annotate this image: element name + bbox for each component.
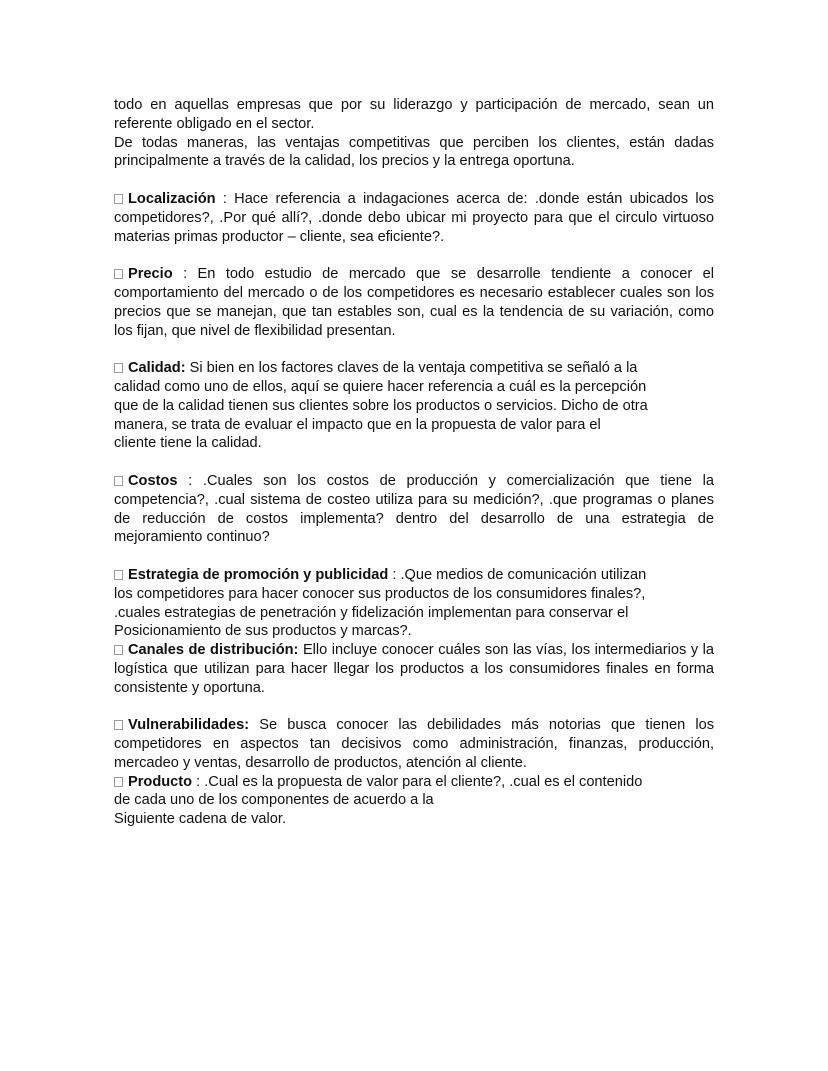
document-page <box>114 96 714 829</box>
item-localizacion <box>114 190 714 246</box>
item-text: : .Que medios de comunicación utilizan <box>388 566 647 583</box>
checkbox-bullet-icon <box>114 269 123 279</box>
item-line: .cuales estrategias de penetración y fidelización implementan para conservar el <box>114 604 629 621</box>
item-calidad <box>114 359 714 453</box>
item-term: Vulnerabilidades: <box>128 717 250 734</box>
item-precio <box>114 265 714 340</box>
item-line <box>114 566 714 585</box>
item-vulnerabilidades <box>114 716 714 772</box>
item-estrategia-promocion <box>114 566 714 641</box>
item-text: Se busca conocer las debilidades más notorias que tienen los competidores en aspectos tan decisivos como administración, finanzas, producción, mercadeo y ventas, desarrollo de productos, atención al cliente. <box>114 717 714 771</box>
item-term: Localización <box>128 190 216 207</box>
item-term: Producto <box>128 773 193 790</box>
item-line: calidad como uno de ellos, aquí se quiere hacer referencia a cuál es la percepción <box>114 378 647 395</box>
intro-paragraph-1: todo en aquellas empresas que por su liderazgo y participación de mercado, sean un referente obligado en el sector. <box>114 97 714 132</box>
item-text: : .Cual es la propuesta de valor para el cliente?, .cual es el contenido <box>192 773 643 790</box>
item-term: Canales de distribución: <box>128 642 299 659</box>
item-canales-distribucion <box>114 641 714 697</box>
item-term: Estrategia de promoción y publicidad <box>128 566 389 583</box>
item-term: Precio <box>128 266 173 283</box>
checkbox-bullet-icon <box>114 363 123 373</box>
item-term: Calidad: <box>128 360 186 377</box>
checkbox-bullet-icon <box>114 194 123 204</box>
item-line: cliente tiene la calidad. <box>114 435 262 452</box>
item-line <box>114 359 714 378</box>
checkbox-bullet-icon <box>114 720 123 730</box>
checkbox-bullet-icon <box>114 570 123 580</box>
item-line: los competidores para hacer conocer sus productos de los consumidores finales?, <box>114 585 646 602</box>
item-costos <box>114 472 714 547</box>
item-line <box>114 773 714 792</box>
item-line: manera, se trata de evaluar el impacto que en la propuesta de valor para el <box>114 416 601 433</box>
item-term: Costos <box>128 472 178 489</box>
item-text: : .Cuales son los costos de producción y comercialización que tiene la competencia?, .cual sistema de costeo utiliza para su medición?, .que programas o planes de reducción de costos implementa? dentro del desarrollo de una estrategia de mejoramiento continuo? <box>114 472 714 546</box>
intro-paragraph-2: De todas maneras, las ventajas competitivas que perciben los clientes, están dadas principalmente a través de la calidad, los precios y la entrega oportuna. <box>114 134 714 170</box>
paragraph-spacer <box>114 453 714 472</box>
item-text: Si bien en los factores claves de la ventaja competitiva se señaló a la <box>185 360 638 377</box>
item-line: Posicionamiento de sus productos y marcas?. <box>114 623 412 640</box>
paragraph-spacer <box>114 246 714 265</box>
item-text: : Hace referencia a indagaciones acerca de: .donde están ubicados los competidores?, .Por qué allí?, .donde debo ubicar mi proyecto para que el circulo virtuoso materias primas productor – cliente, sea eficiente?. <box>114 190 714 245</box>
item-producto <box>114 773 714 829</box>
checkbox-bullet-icon <box>114 645 123 655</box>
item-line: Siguiente cadena de valor. <box>114 811 287 828</box>
item-line: que de la calidad tienen sus clientes sobre los productos o servicios. Dicho de otra <box>114 397 648 414</box>
item-text: Ello incluye conocer cuáles son las vías, los intermediarios y la logística que utilizan para hacer llegar los productos a los consumidores finales en forma consistente y oportuna. <box>114 642 714 696</box>
paragraph-spacer <box>114 171 714 190</box>
item-text: : En todo estudio de mercado que se desarrolle tendiente a conocer el comportamiento del mercado o de los competidores es necesario establecer cuales son los precios que se manejan, que tan estables son, cual es la tendencia de su variación, como los fijan, que nivel de flexibilidad presentan. <box>114 266 714 339</box>
paragraph-spacer <box>114 698 714 717</box>
checkbox-bullet-icon <box>114 777 123 787</box>
checkbox-bullet-icon <box>114 476 123 486</box>
paragraph-spacer <box>114 547 714 566</box>
paragraph-spacer <box>114 340 714 359</box>
item-line: de cada uno de los componentes de acuerdo a la <box>114 792 434 809</box>
